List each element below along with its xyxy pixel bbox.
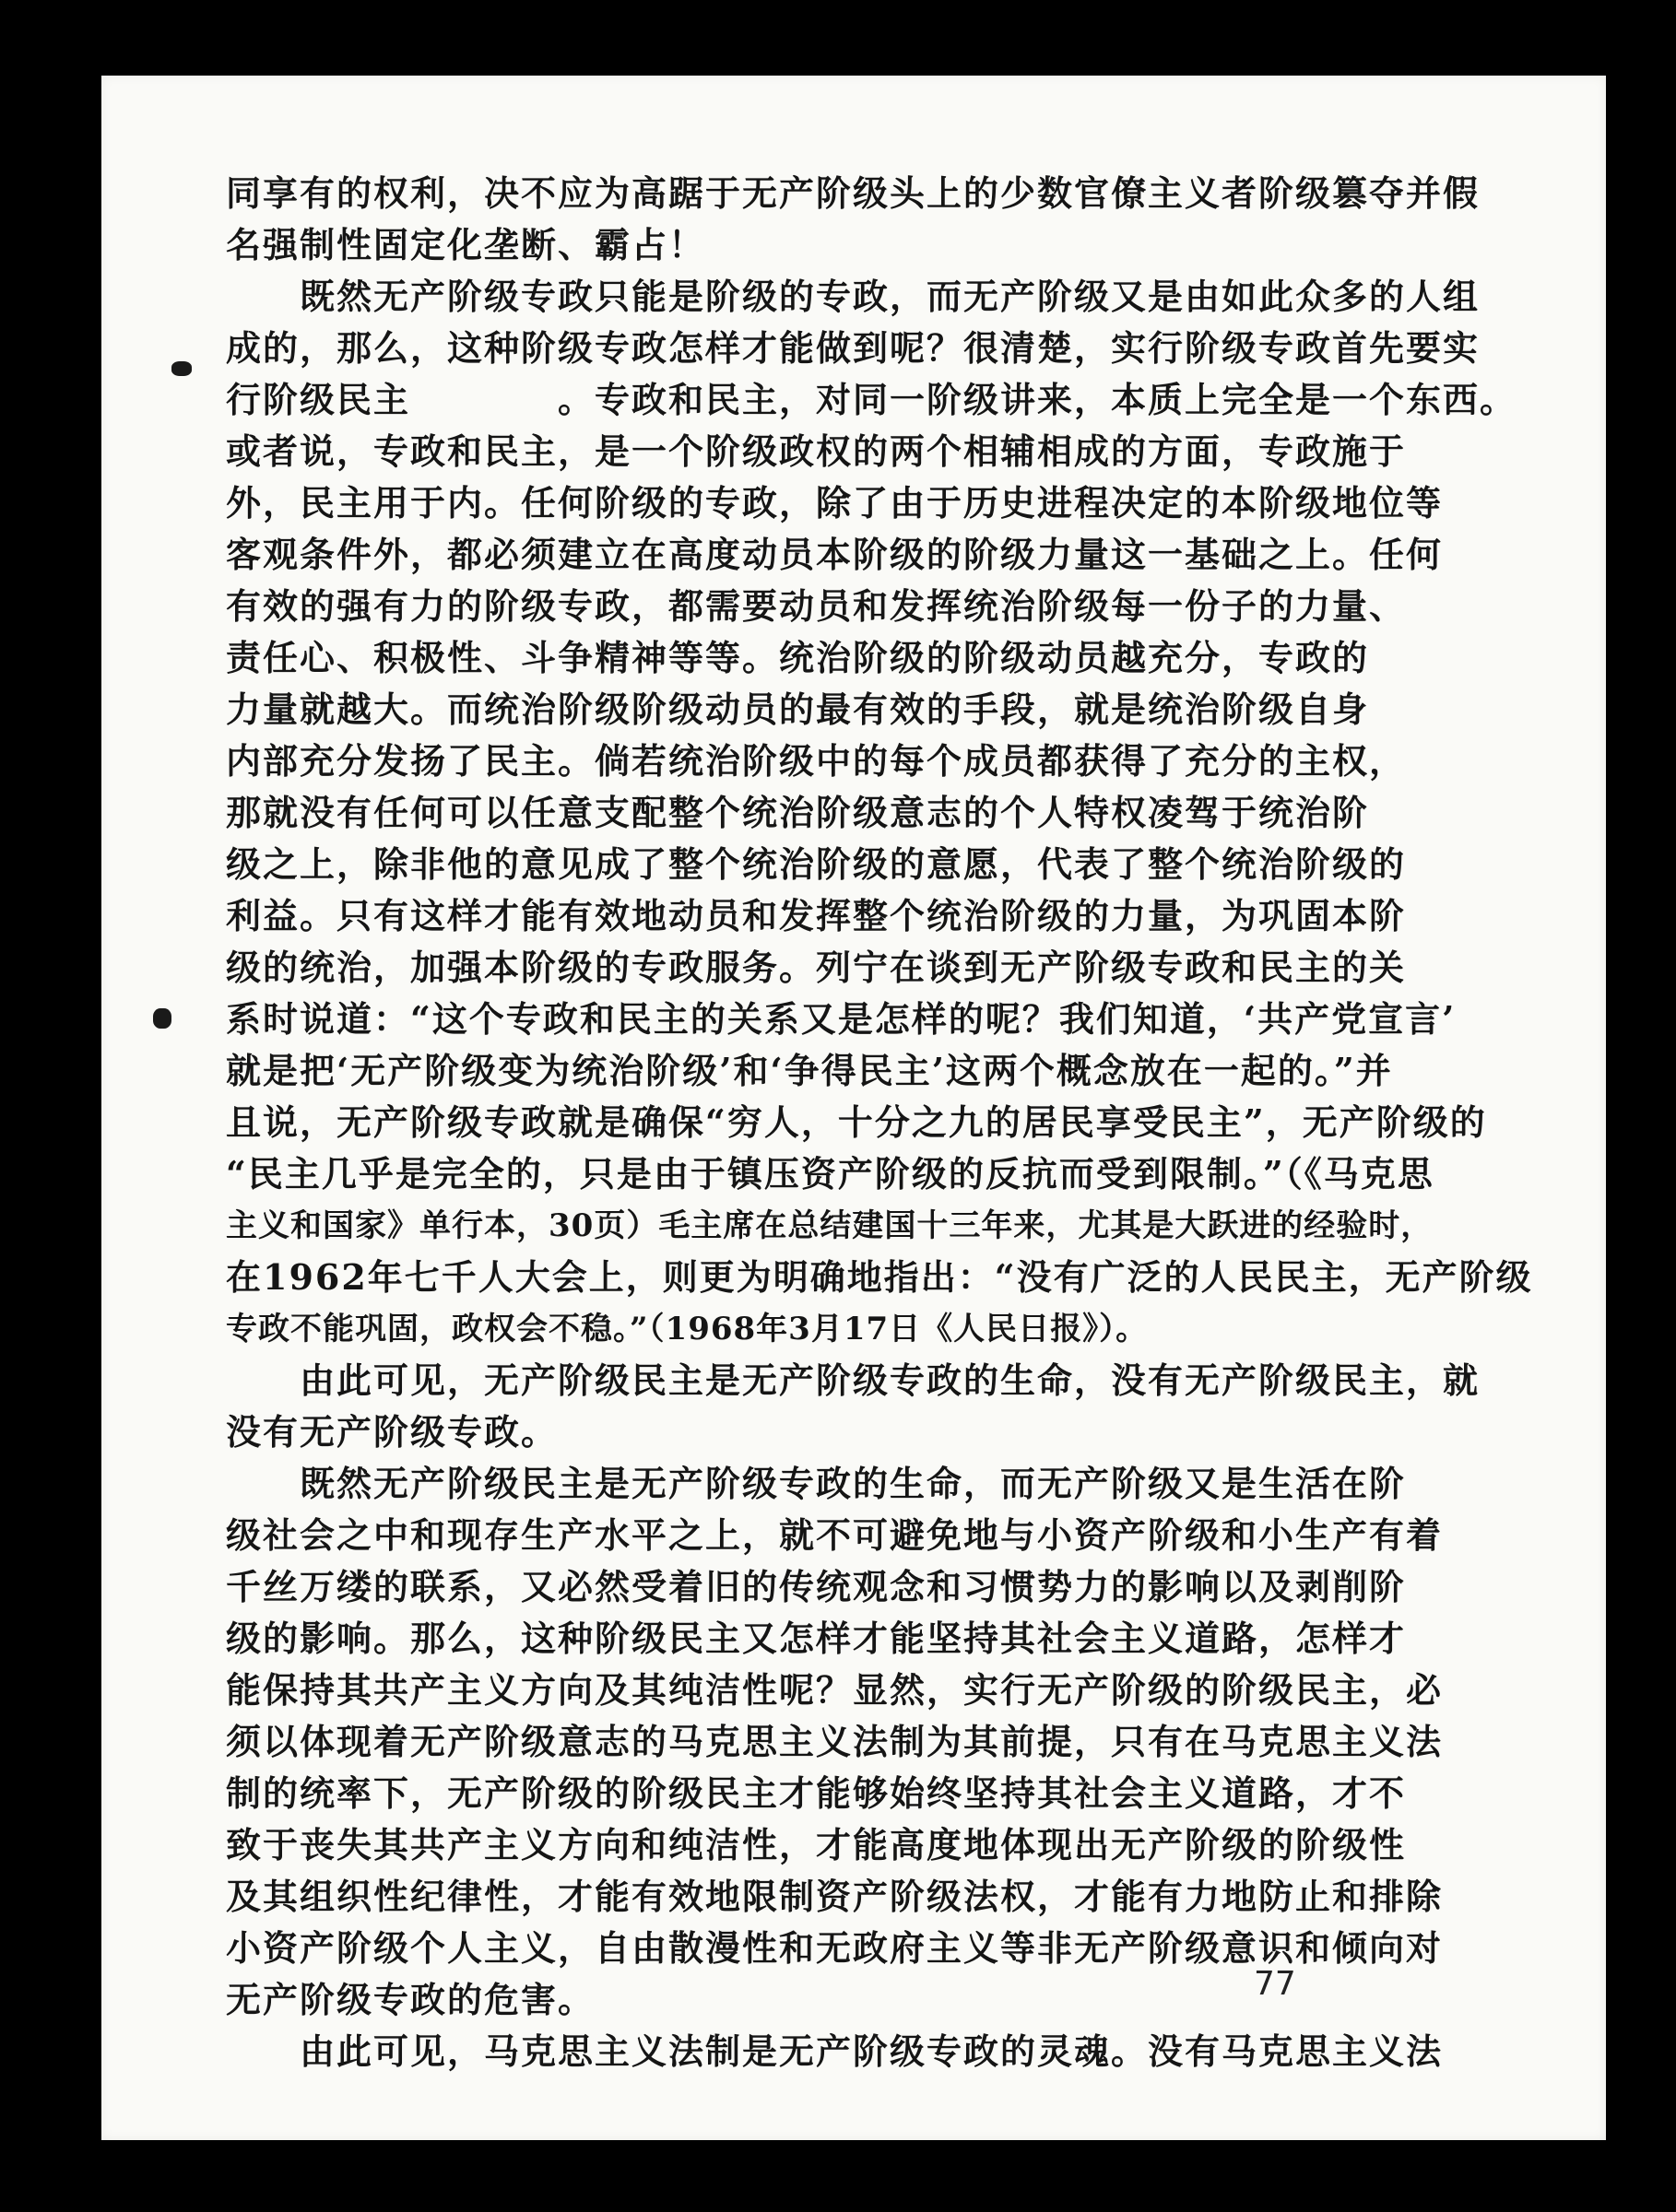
text-line: 及其组织性纪律性，才能有效地限制资产阶级法权，才能有力地防止和排除 bbox=[226, 1876, 1444, 1917]
document-page bbox=[101, 76, 1606, 2140]
text-line: 能保持其共产主义方向及其纯洁性呢？显然，实行无产阶级的阶级民主，必 bbox=[226, 1669, 1444, 1711]
ink-blot-mark bbox=[153, 1008, 171, 1029]
text-line: 那就没有任何可以任意支配整个统治阶级意志的个人特权凌驾于统治阶 bbox=[226, 792, 1370, 833]
text-line: 力量就越大。而统治阶级阶级动员的最有效的手段，就是统治阶级自身 bbox=[226, 688, 1370, 730]
text-line: 名强制性固定化垄断、霸占！ bbox=[226, 224, 706, 265]
text-line: 专政不能巩固，政权会不稳。”（1968年3月17日《人民日报》）。 bbox=[226, 1311, 1149, 1347]
text-line: 利益。只有这样才能有效地动员和发挥整个统治阶级的力量，为巩固本阶 bbox=[226, 895, 1407, 936]
text-line: 既然无产阶级专政只能是阶级的专政，而无产阶级又是由如此众多的人组 bbox=[226, 276, 1481, 317]
text-line: “民主几乎是完全的，只是由于镇压资产阶级的反抗而受到限制。”（《马克思 bbox=[226, 1153, 1434, 1194]
text-line: 行阶级民主 。专政和民主，对同一阶级讲来，本质上完全是一个东西。 bbox=[226, 379, 1517, 420]
page-number: 77 bbox=[1254, 1965, 1296, 2003]
text-line: 级社会之中和现存生产水平之上，就不可避免地与小资产阶级和小生产有着 bbox=[226, 1514, 1444, 1556]
text-line: 有效的强有力的阶级专政，都需要动员和发挥统治阶级每一份子的力量、 bbox=[226, 585, 1407, 627]
text-line: 无产阶级专政的危害。 bbox=[226, 1979, 596, 2020]
text-line: 同享有的权利，决不应为高踞于无产阶级头上的少数官僚主义者阶级篡夺并假 bbox=[226, 172, 1481, 214]
ink-blot-mark bbox=[171, 361, 192, 376]
text-line: 须以体现着无产阶级意志的马克思主义法制为其前提，只有在马克思主义法 bbox=[226, 1721, 1444, 1762]
text-line: 系时说道：“这个专政和民主的关系又是怎样的呢？我们知道，‘共产党宣言’ bbox=[226, 998, 1457, 1040]
text-line: 由此可见，马克思主义法制是无产阶级专政的灵魂。没有马克思主义法 bbox=[226, 2030, 1444, 2072]
text-line: 主义和国家》单行本，30页）毛主席在总结建国十三年来，尤其是大跃进的经验时， bbox=[226, 1207, 1434, 1244]
text-line: 成的，那么，这种阶级专政怎样才能做到呢？很清楚，实行阶级专政首先要实 bbox=[226, 327, 1481, 369]
text-line: 或者说，专政和民主，是一个阶级政权的两个相辅相成的方面，专政施于 bbox=[226, 430, 1407, 472]
text-line: 内部充分发扬了民主。倘若统治阶级中的每个成员都获得了充分的主权， bbox=[226, 740, 1407, 782]
text-line: 在1962年七千人大会上，则更为明确地指出：“没有广泛的人民民主，无产阶级 bbox=[226, 1256, 1533, 1298]
text-line: 客观条件外，都必须建立在高度动员本阶级的阶级力量这一基础之上。任何 bbox=[226, 534, 1444, 575]
text-line: 小资产阶级个人主义，自由散漫性和无政府主义等非无产阶级意识和倾向对 bbox=[226, 1927, 1444, 1969]
text-line: 千丝万缕的联系，又必然受着旧的传统观念和习惯势力的影响以及剥削阶 bbox=[226, 1566, 1407, 1607]
text-line: 就是把‘无产阶级变为统治阶级’和‘争得民主’这两个概念放在一起的。”并 bbox=[226, 1050, 1393, 1091]
text-line: 没有无产阶级专政。 bbox=[226, 1411, 559, 1453]
text-line: 致于丧失其共产主义方向和纯洁性，才能高度地体现出无产阶级的阶级性 bbox=[226, 1824, 1407, 1865]
text-line: 由此可见，无产阶级民主是无产阶级专政的生命，没有无产阶级民主，就 bbox=[226, 1359, 1481, 1401]
text-line: 责任心、积极性、斗争精神等等。统治阶级的阶级动员越充分，专政的 bbox=[226, 637, 1370, 678]
text-line: 既然无产阶级民主是无产阶级专政的生命，而无产阶级又是生活在阶 bbox=[226, 1463, 1407, 1504]
text-line: 且说，无产阶级专政就是确保“穷人，十分之九的居民享受民主”，无产阶级的 bbox=[226, 1101, 1487, 1143]
text-line: 制的统率下，无产阶级的阶级民主才能够始终坚持其社会主义道路，才不 bbox=[226, 1772, 1407, 1814]
text-line: 级之上，除非他的意见成了整个统治阶级的意愿，代表了整个统治阶级的 bbox=[226, 843, 1407, 885]
text-line: 级的影响。那么，这种阶级民主又怎样才能坚持其社会主义道路，怎样才 bbox=[226, 1618, 1407, 1659]
text-line: 级的统治，加强本阶级的专政服务。列宁在谈到无产阶级专政和民主的关 bbox=[226, 947, 1407, 988]
text-line: 外，民主用于内。任何阶级的专政，除了由于历史进程决定的本阶级地位等 bbox=[226, 482, 1444, 524]
